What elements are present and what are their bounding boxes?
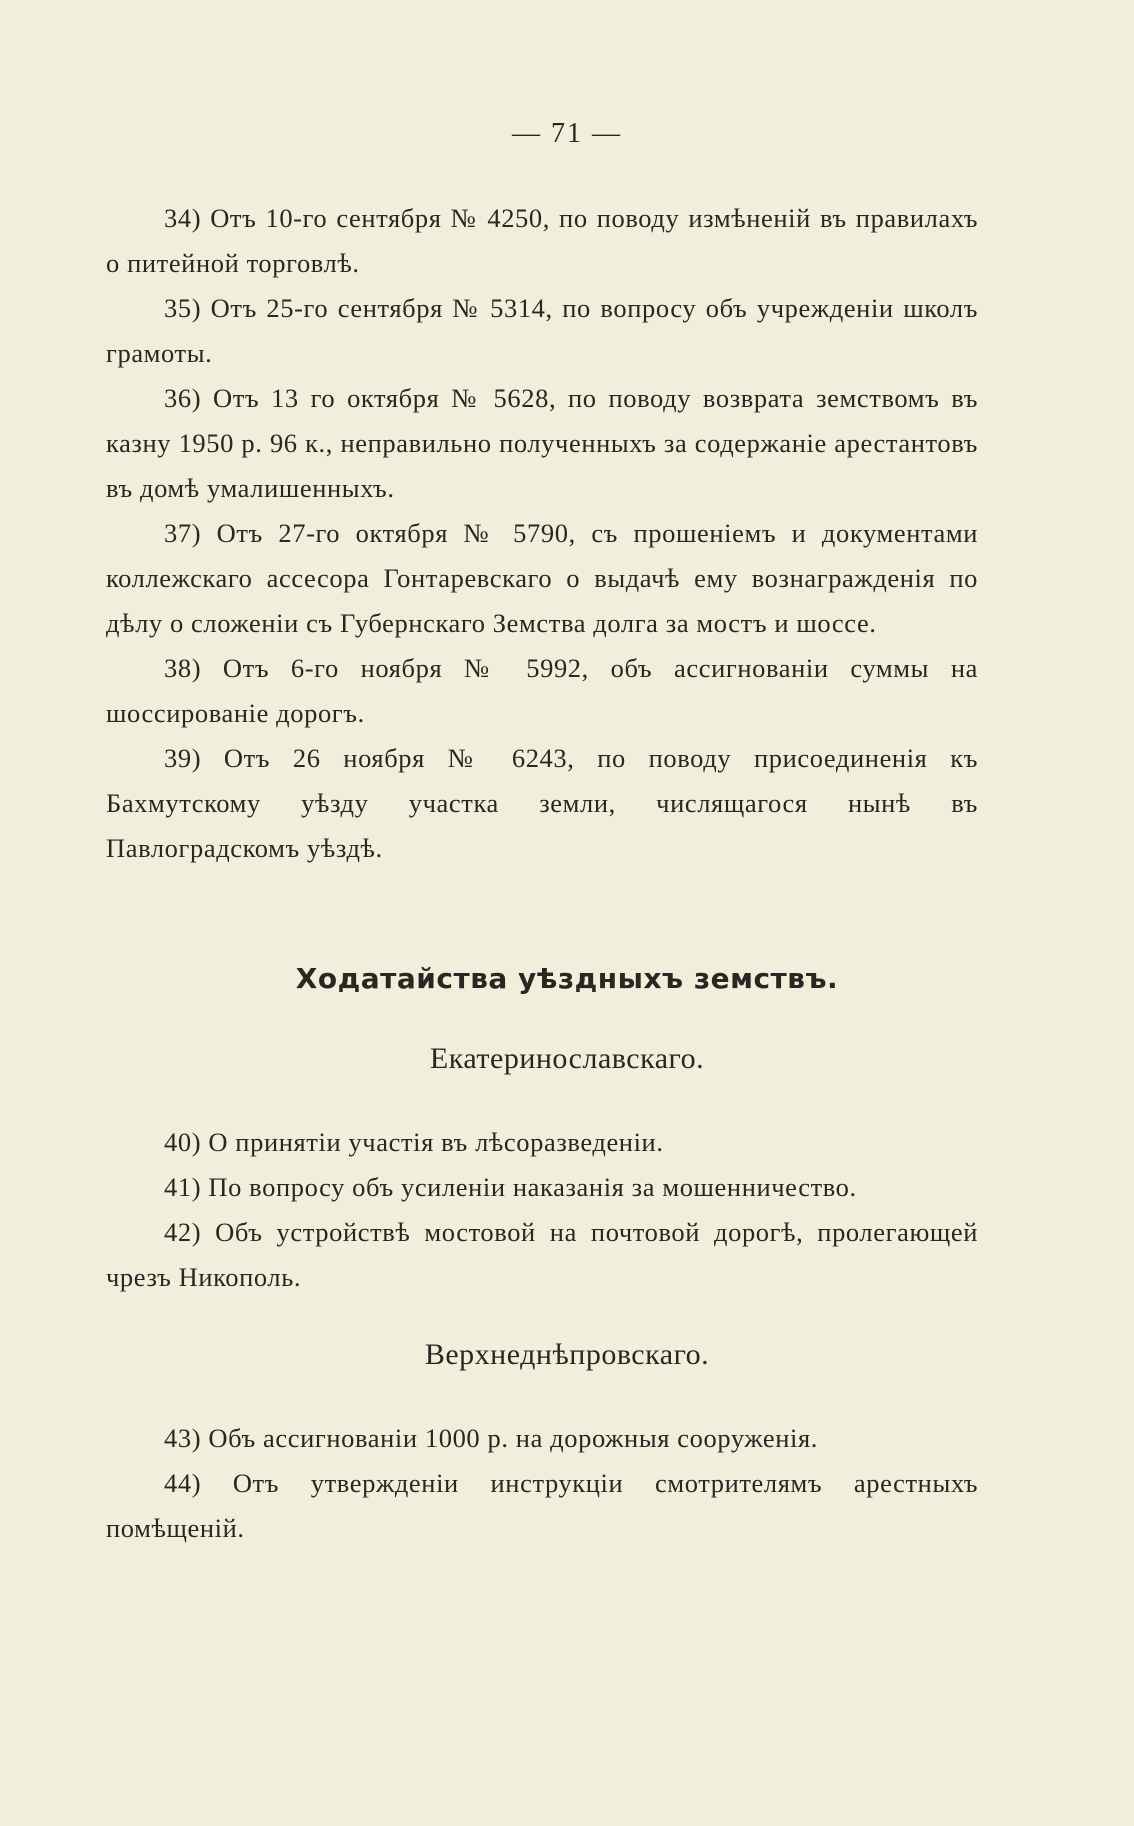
items-top [106, 196, 978, 871]
paragraph-item-40: 40) О принятіи участія въ лѣсоразведеніи. [164, 1127, 664, 1157]
section-heading: Ходатайства уѣздныхъ земствъ. [295, 962, 839, 995]
subsection-heading-verkhnedneprovsk: Верхнеднѣпровскаго. [424, 1338, 710, 1371]
items-verkhnedneprovsk [106, 1416, 978, 1551]
paragraph-item-35: 35) Отъ 25-го сентября № 5314, по вопросу объ учрежденіи школъ грамоты. [106, 293, 978, 368]
paragraph-item-34: 34) Отъ 10-го сентября № 4250, по поводу измѣненій въ правилахъ о питейной торговлѣ. [106, 203, 978, 278]
page-number: — 71 — [512, 118, 622, 149]
items-ekaterinoslav [106, 1120, 978, 1300]
paragraph-item-39: 39) Отъ 26 ноября № 6243, по поводу присоединенія къ Бахмутскому уѣзду участка земли, числящагося нынѣ въ Павлоградскомъ уѣздѣ. [106, 743, 978, 863]
paragraph-item-36: 36) Отъ 13 го октября № 5628, по поводу возврата земствомъ въ казну 1950 р. 96 к., неправильно полученныхъ за содержаніе арестантовъ въ домѣ умалишенныхъ. [106, 383, 978, 503]
paragraph-item-37: 37) Отъ 27-го октября № 5790, съ прошеніемъ и документами коллежскаго ассесора Гонтаревскаго о выдачѣ ему вознагражденія по дѣлу о сложеніи съ Губернскаго Земства долга за мостъ и шоссе. [106, 518, 978, 638]
subsection-heading-ekaterinoslav: Екатеринославскаго. [429, 1042, 705, 1075]
paragraph-item-42: 42) Объ устройствѣ мостовой на почтовой дорогѣ, пролегающей чрезъ Никополь. [106, 1217, 978, 1292]
paragraph-item-38: 38) Отъ 6-го ноября № 5992, объ ассигнованіи суммы на шоссированіе дорогъ. [106, 653, 978, 728]
paragraph-item-41: 41) По вопросу объ усиленіи наказанія за мошенничество. [164, 1172, 857, 1202]
paragraph-item-43: 43) Объ ассигнованіи 1000 р. на дорожныя сооруженія. [164, 1423, 819, 1453]
paragraph-item-44: 44) Отъ утвержденіи инструкціи смотрителямъ арестныхъ помѣщеній. [106, 1468, 978, 1543]
